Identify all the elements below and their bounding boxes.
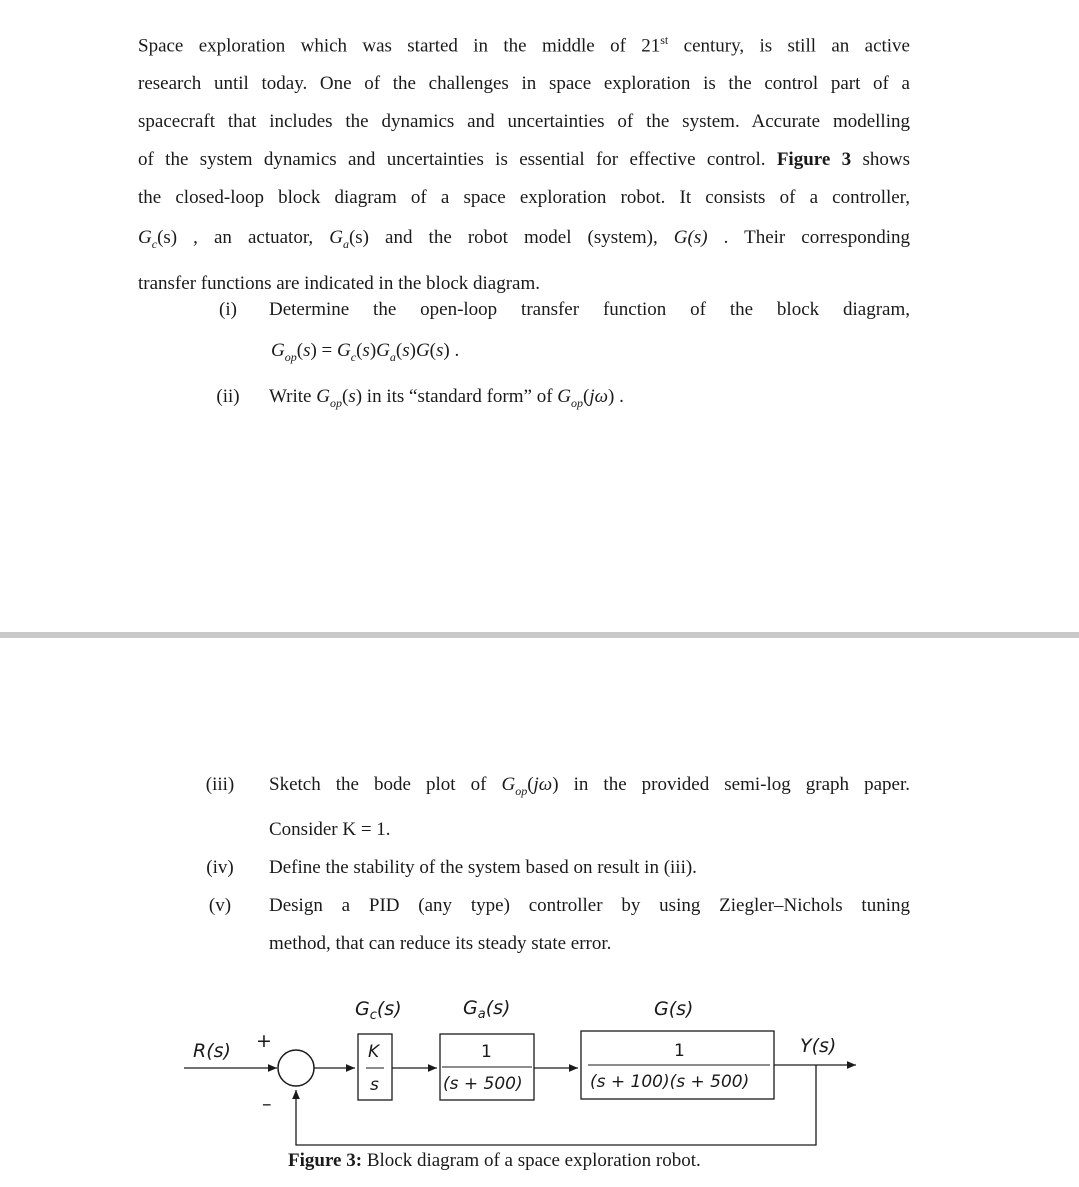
question-text: Define the stability of the system based on result in (iii).	[269, 857, 697, 878]
question-number: (i)	[219, 299, 237, 320]
plus-sign: +	[256, 1030, 272, 1052]
intro-line-5: the closed-loop block diagram of a space exploration robot. It consists of a controller,	[138, 187, 910, 209]
question-text: Determine the open-loop transfer function of the block diagram,	[269, 299, 910, 320]
plant-label: G(s)	[654, 998, 694, 1020]
actuator-label: $G_a(s)$	[463, 997, 511, 1022]
question-v-cont: method, that can reduce its steady state error.	[269, 933, 612, 954]
intro-line-2: research until today. One of the challenges in space exploration is the control part of a	[138, 73, 910, 95]
question-text: Design a PID (any type) controller by using Ziegler–Nichols tuning	[269, 895, 910, 916]
consider-k: Consider K = 1.	[269, 819, 391, 840]
intro-line-6: $G_c(s)$ , an actuator, $G_a(s)$ and the robot model (system), G(s) . Their corresponding	[138, 227, 911, 252]
question-text: Sketch the bode plot of $G_{op}(j\omega)$ in the provided semi-log graph paper.	[269, 774, 910, 798]
question-number: (ii)	[216, 386, 240, 407]
output-label: Y(s)	[800, 1035, 837, 1057]
controller-denominator: s	[370, 1075, 379, 1095]
question-number: (iv)	[206, 857, 234, 878]
controller-numerator: K	[368, 1042, 380, 1062]
minus-sign: –	[262, 1093, 272, 1115]
question-number: (v)	[208, 895, 232, 916]
intro-line-7: transfer functions are indicated in the block diagram.	[138, 273, 541, 295]
input-label: R(s)	[193, 1040, 231, 1062]
plant-numerator: 1	[674, 1041, 685, 1061]
controller-label: $G_c(s)$	[355, 998, 402, 1023]
actuator-numerator: 1	[481, 1042, 492, 1062]
summing-junction	[278, 1050, 314, 1086]
intro-line-1: Space exploration which was started in the middle of 21st century, is still an active	[138, 33, 910, 57]
plant-denominator: (s + 100)(s + 500)	[590, 1072, 750, 1092]
equation-gop: $G_{op}(s) = G_c(s)G_a(s)G(s)$ .	[271, 340, 460, 364]
intro-line-4: of the system dynamics and uncertainties is essential for effective control. Figure 3 shows	[138, 149, 910, 171]
intro-line-3: spacecraft that includes the dynamics and uncertainties of the system. Accurate modelling	[138, 111, 910, 133]
figure-caption: Figure 3: Block diagram of a space exploration robot.	[288, 1150, 701, 1171]
actuator-denominator: (s + 500)	[443, 1074, 523, 1094]
question-text: Write $G_{op}(s)$ in its “standard form” of $G_{op}(j\omega)$ .	[269, 386, 624, 410]
question-number: (iii)	[205, 774, 235, 795]
